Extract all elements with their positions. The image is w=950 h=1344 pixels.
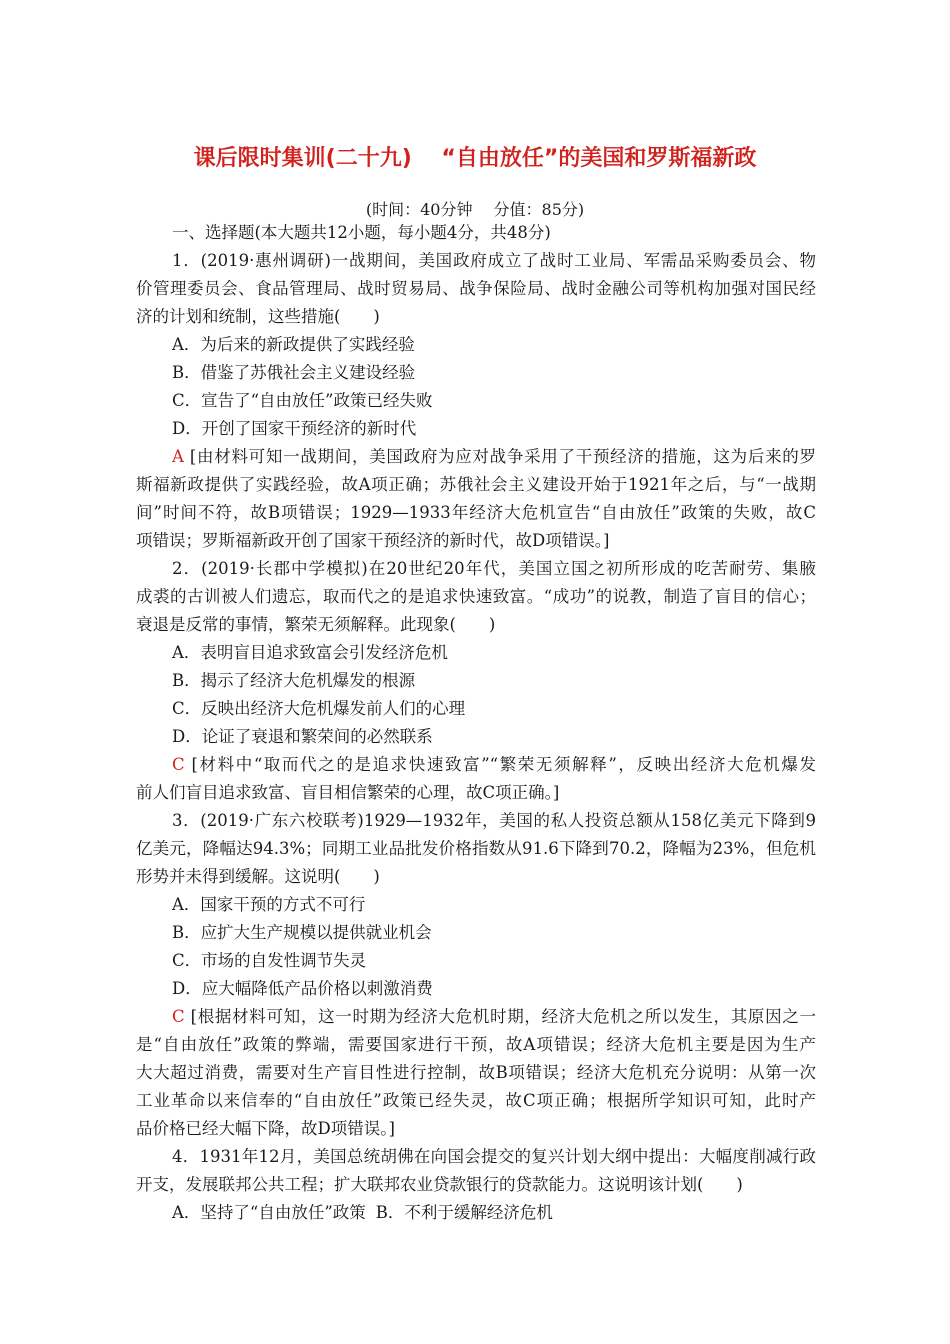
section-heading: 一、选择题(本大题共12小题，每小题4分，共48分)	[172, 223, 551, 242]
explanation-line: 项错误；罗斯福新政开创了国家干预经济的新时代，故D项错误。]	[136, 531, 610, 550]
explanation-line: 间”时间不符，故B项错误；1929—1933年经济大危机宣告“自由放任”政策的失败，故C	[136, 503, 816, 522]
answer-letter: A	[172, 447, 184, 466]
time-score-info: (时间：40分钟 分值：85分)	[365, 200, 585, 219]
question-stem-line: 亿美元，降幅达94.3%；同期工业品批发价格指数从91.6下降到70.2，降幅为23%，但危机	[136, 839, 816, 858]
answer-line	[136, 1003, 816, 1031]
answer-letter: C	[172, 1007, 185, 1026]
question-2	[136, 555, 816, 807]
question-1	[136, 247, 816, 555]
option-a: A．国家干预的方式不可行	[172, 895, 366, 914]
page-title: 课后限时集训(二十九) “自由放任”的美国和罗斯福新政	[193, 146, 757, 171]
question-stem-line: 3．(2019·广东六校联考)1929—1932年，美国的私人投资总额从158亿美元下降到9	[172, 811, 816, 830]
question-4	[136, 1143, 816, 1227]
option-b: B．应扩大生产规模以提供就业机会	[172, 923, 432, 942]
option-b: B．借鉴了苏俄社会主义建设经验	[172, 363, 416, 382]
answer-line	[136, 751, 816, 779]
option-b: B．揭示了经济大危机爆发的根源	[172, 671, 416, 690]
answer-letter: C	[172, 755, 185, 774]
explanation-line: 是“自由放任”政策的弊端，需要国家进行干预，故A项错误；经济大危机主要是因为生产	[136, 1035, 816, 1054]
option-d: D．论证了衰退和繁荣间的必然联系	[172, 727, 433, 746]
question-stem-line: 价管理委员会、食品管理局、战时贸易局、战争保险局、战时金融公司等机构加强对国民经	[136, 279, 816, 298]
option-c: C．宣告了“自由放任”政策已经失败	[172, 391, 433, 410]
option-a: A．为后来的新政提供了实践经验	[172, 335, 415, 354]
option-c: C．市场的自发性调节失灵	[172, 951, 367, 970]
question-stem-line: 成裘的古训被人们遗忘，取而代之的是追求快速致富。“成功”的说教，制造了盲目的信心；	[136, 587, 816, 606]
option-d: D．应大幅降低产品价格以刺激消费	[172, 979, 433, 998]
explanation-line: 斯福新政提供了实践经验，故A项正确；苏俄社会主义建设开始于1921年之后，与“一战期	[136, 475, 816, 494]
options-row	[136, 1199, 816, 1227]
option-a: A．表明盲目追求致富会引发经济危机	[172, 643, 448, 662]
explanation-text: [由材料可知一战期间，美国政府为应对战争采用了干预经济的措施，这为后来的罗	[189, 447, 817, 466]
option-d: D．开创了国家干预经济的新时代	[172, 419, 417, 438]
question-stem-line: 2．(2019·长郡中学模拟)在20世纪20年代，美国立国之初所形成的吃苦耐劳、集腋	[172, 559, 816, 578]
question-3	[136, 807, 816, 1143]
question-stem-line: 4．1931年12月，美国总统胡佛在向国会提交的复兴计划大纲中提出：大幅度削减行政	[172, 1147, 816, 1166]
option-c: C．反映出经济大危机爆发前人们的心理	[172, 699, 466, 718]
explanation-line: 品价格已经大幅下降，故D项错误。]	[136, 1119, 395, 1138]
document-body	[136, 219, 816, 1227]
explanation-line: 大大超过消费，需要对生产盲目性进行控制，故B项错误；经济大危机充分说明：从第一次	[136, 1063, 816, 1082]
explanation-text: [材料中“取而代之的是追求快速致富”“繁荣无须解释”，反映出经济大危机爆发	[191, 755, 816, 774]
explanation-line: 前人们盲目追求致富、盲目相信繁荣的心理，故C项正确。]	[136, 783, 560, 802]
question-stem-line: 形势并未得到缓解。这说明( )	[136, 867, 380, 886]
question-stem-line: 衰退是反常的事情，繁荣无须解释。此现象( )	[136, 615, 496, 634]
question-stem-line: 1．(2019·惠州调研)一战期间，美国政府成立了战时工业局、军需品采购委员会、物	[172, 251, 816, 270]
explanation-text: [根据材料可知，这一时期为经济大危机时期，经济大危机之所以发生，其原因之一	[190, 1007, 817, 1026]
question-stem-line: 济的计划和统制，这些措施( )	[136, 307, 380, 326]
answer-line	[136, 443, 816, 471]
option-b: B．不利于缓解经济危机	[375, 1203, 553, 1222]
option-a: A．坚持了“自由放任”政策	[172, 1203, 366, 1222]
question-stem-line: 开支，发展联邦公共工程；扩大联邦农业贷款银行的贷款能力。这说明该计划( )	[136, 1175, 743, 1194]
explanation-line: 工业革命以来信奉的“自由放任”政策已经失灵，故C项正确；根据所学知识可知，此时产	[136, 1091, 816, 1110]
